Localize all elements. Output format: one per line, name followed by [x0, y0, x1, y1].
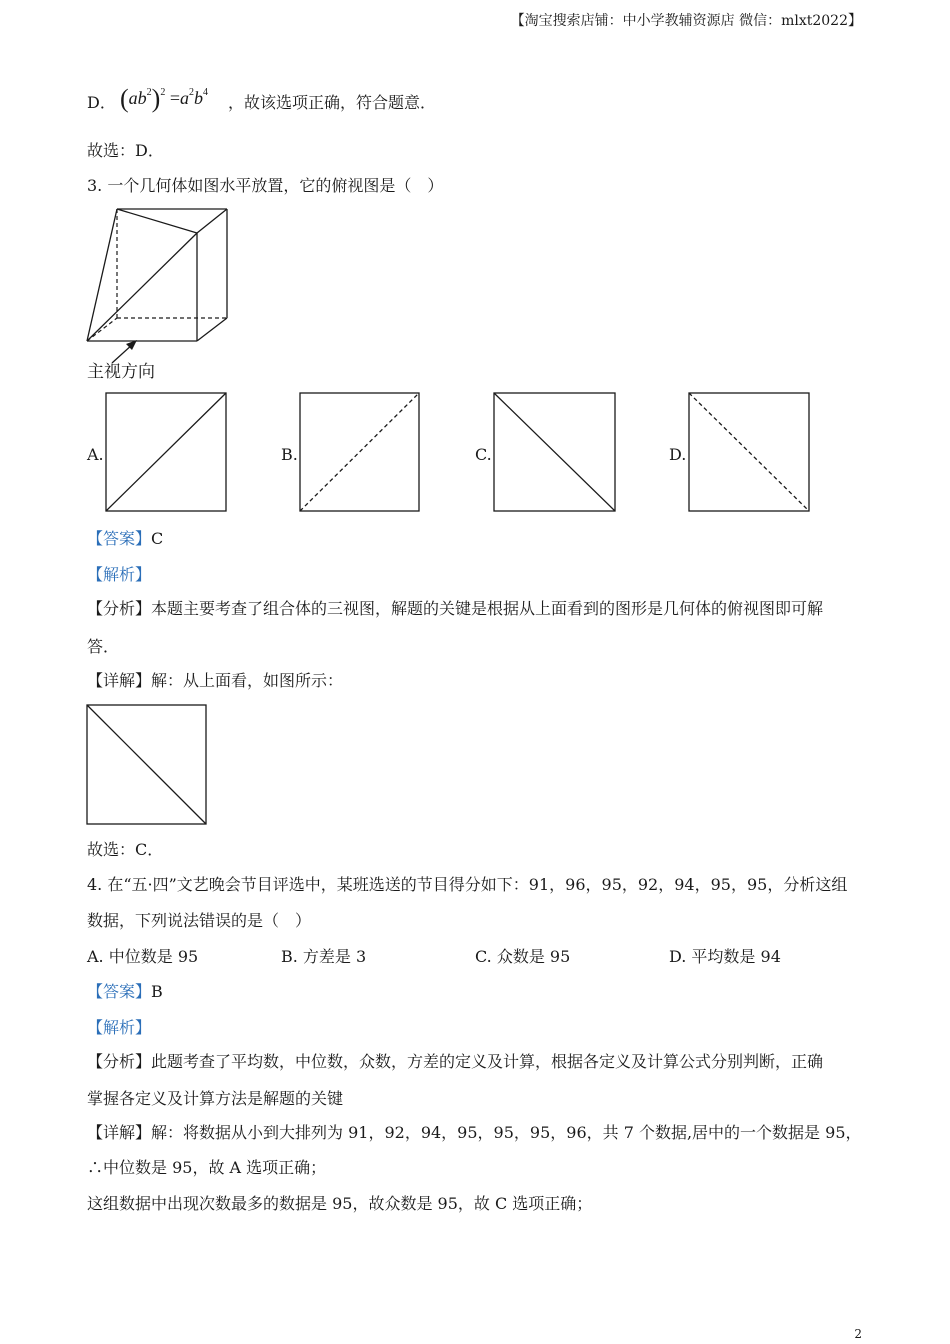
page-header: 【淘宝搜索店铺：中小学教辅资源店 微信：mlxt2022】 [510, 13, 862, 29]
q4-fenxi-line2: 掌握各定义及计算方法是解题的关键 [87, 1089, 344, 1108]
q3-fenxi-text: 本题主要考查了组合体的三视图，解题的关键是根据从上面看到的图形是几何体的俯视图即可解 [151, 599, 824, 618]
q4-detail-line3: 这组数据中出现次数最多的数据是 95，故众数是 95，故 C 选项正确； [87, 1194, 593, 1213]
q3-fenxi-tag: 【分析】 [87, 599, 152, 618]
q4-fenxi-tag: 【分析】 [87, 1052, 152, 1071]
q3-detail-text: 解：从上面看，如图所示： [151, 671, 344, 690]
q3-option-d-label: D. [669, 445, 687, 464]
q4-analysis-tag: 【解析】 [87, 1018, 152, 1037]
formula-rhs-a-exp: 2 [189, 87, 194, 98]
q4-answer-tag: 【答案】 [87, 982, 152, 1001]
q4-detail-tag: 【详解】 [87, 1123, 152, 1142]
q4-answer [87, 984, 163, 1000]
q4-option-d: D. 平均数是 94 [669, 947, 781, 966]
formula-rhs-b: b [194, 88, 203, 108]
view-direction-label: 主视方向 [87, 362, 155, 382]
q2-answer-choice: 故选：D． [87, 141, 164, 160]
q4-detail-line2: ∴中位数是 95，故 A 选项正确； [87, 1158, 327, 1177]
q2-formula: $(ab^2)^2 =a^2b^4$ [120, 84, 208, 113]
solution-diagonal [87, 705, 206, 824]
q4-option-b: B. 方差是 3 [281, 947, 367, 966]
q2-verdict: ，故该选项正确，符合题意． [228, 93, 437, 112]
q4-option-a: A. 中位数是 95 [87, 947, 199, 966]
q4-fenxi-text: 此题考查了平均数，中位数，众数，方差的定义及计算，根据各定义及计算公式分别判断，正确 [151, 1052, 824, 1071]
q4-fenxi-line1 [87, 1054, 823, 1070]
formula-lhs-base: ab [128, 88, 147, 108]
q4-option-c: C. 众数是 95 [475, 947, 571, 966]
formula-inner-exp: 2 [146, 87, 152, 98]
q4-detail-line1 [87, 1125, 862, 1141]
q3-answer-value: C [151, 529, 164, 548]
q4-detail-text: 解：将数据从小到大排列为 91，92，94，95，95，95，96，共 7 个数据,居中的一个数据是 95， [151, 1123, 862, 1142]
formula-outer-exp: 2 [160, 87, 166, 98]
q3-analysis-tag: 【解析】 [87, 565, 152, 584]
q2-option-label: D． [87, 93, 116, 112]
q3-option-c-label: C. [475, 445, 492, 464]
formula-rhs-a: a [180, 88, 189, 108]
q4-stem-line2: 数据，下列说法错误的是（ ） [87, 911, 312, 930]
q3-answer-tag: 【答案】 [87, 529, 152, 548]
q4-answer-value: B [151, 982, 163, 1001]
q4-stem-line1: 4. 在“五·四”文艺晚会节目评选中，某班选送的节目得分如下：91，96，95，92，94，95，95，分析这组 [87, 875, 848, 894]
q3-detail-tag: 【详解】 [87, 671, 152, 690]
q3-option-b-label: B. [281, 445, 298, 464]
q3-stem: 3. 一个几何体如图水平放置，它的俯视图是（ ） [87, 176, 444, 195]
q3-conclusion: 故选：C． [87, 840, 164, 859]
q3-option-a-label: A. [87, 445, 104, 464]
q3-fenxi-line2: 答． [87, 637, 120, 656]
page-number: 2 [854, 1327, 862, 1341]
formula-rhs-b-exp: 4 [203, 87, 208, 98]
